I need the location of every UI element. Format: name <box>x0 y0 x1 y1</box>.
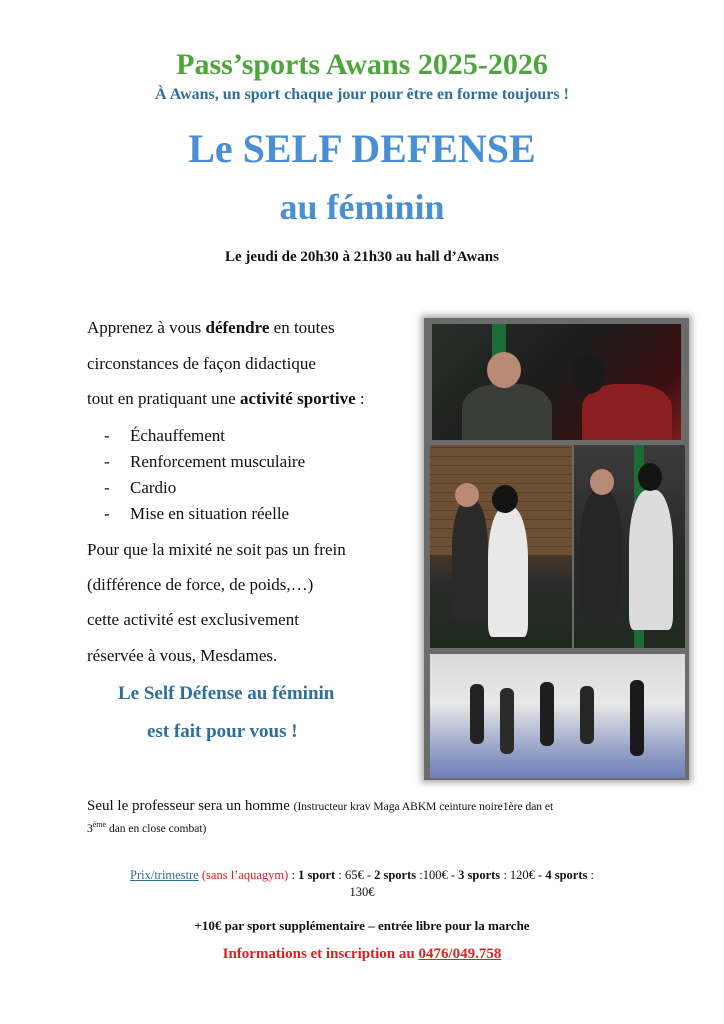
price-link[interactable]: Prix/trimestre <box>130 868 199 882</box>
teacher-note-line-2: 3ème dan en close combat) <box>87 820 207 835</box>
phone-link[interactable]: 0476/049.758 <box>418 946 502 962</box>
photo-collage <box>424 318 689 780</box>
mixite-line-1: Pour que la mixité ne soit pas un frein <box>87 540 346 559</box>
photo-self-defense-hold <box>432 324 681 440</box>
callout-line-1: Le Self Défense au féminin <box>118 683 335 704</box>
list-item: - Échauffement <box>104 426 226 445</box>
info-line: Informations et inscription au 0476/049.758 <box>222 946 502 962</box>
list-item: - Renforcement musculaire <box>104 452 306 471</box>
tagline: À Awans, un sport chaque jour pour être en forme toujours ! <box>155 86 569 103</box>
callout-line-2: est fait pour vous ! <box>147 721 298 742</box>
schedule-text: Le jeudi de 20h30 à 21h30 au hall d’Awans <box>225 249 499 265</box>
extra-fee-note: +10€ par sport supplémentaire – entrée libre pour la marche <box>194 918 530 933</box>
photo-gym-class <box>430 654 685 778</box>
intro-line-3: tout en pratiquant une activité sportive : <box>87 389 365 408</box>
list-item: - Cardio <box>104 478 177 497</box>
page-title: Pass’sports Awans 2025-2026 <box>176 48 548 81</box>
headline-line2: au féminin <box>279 187 445 227</box>
intro-line-2: circonstances de façon didactique <box>87 354 316 373</box>
photo-defense-block <box>574 445 685 648</box>
intro-line-1: Apprenez à vous défendre en toutes <box>87 318 335 337</box>
list-item: - Mise en situation réelle <box>104 504 290 523</box>
mixite-line-4: réservée à vous, Mesdames. <box>87 646 278 665</box>
mixite-line-3: cette activité est exclusivement <box>87 610 299 629</box>
headline-line1: Le SELF DEFENSE <box>188 126 536 171</box>
price-list: Prix/trimestre (sans l’aquagym) : 1 sport : 65€ - 2 sports :100€ - 3 sports : 120€ - 4 sports : 130€ <box>130 868 594 899</box>
photo-knee-strike <box>430 445 572 648</box>
teacher-note: Seul le professeur sera un homme (Instructeur krav Maga ABKM ceinture noire1ère dan et <box>87 798 554 814</box>
mixite-line-2: (différence de force, de poids,…) <box>87 575 314 594</box>
